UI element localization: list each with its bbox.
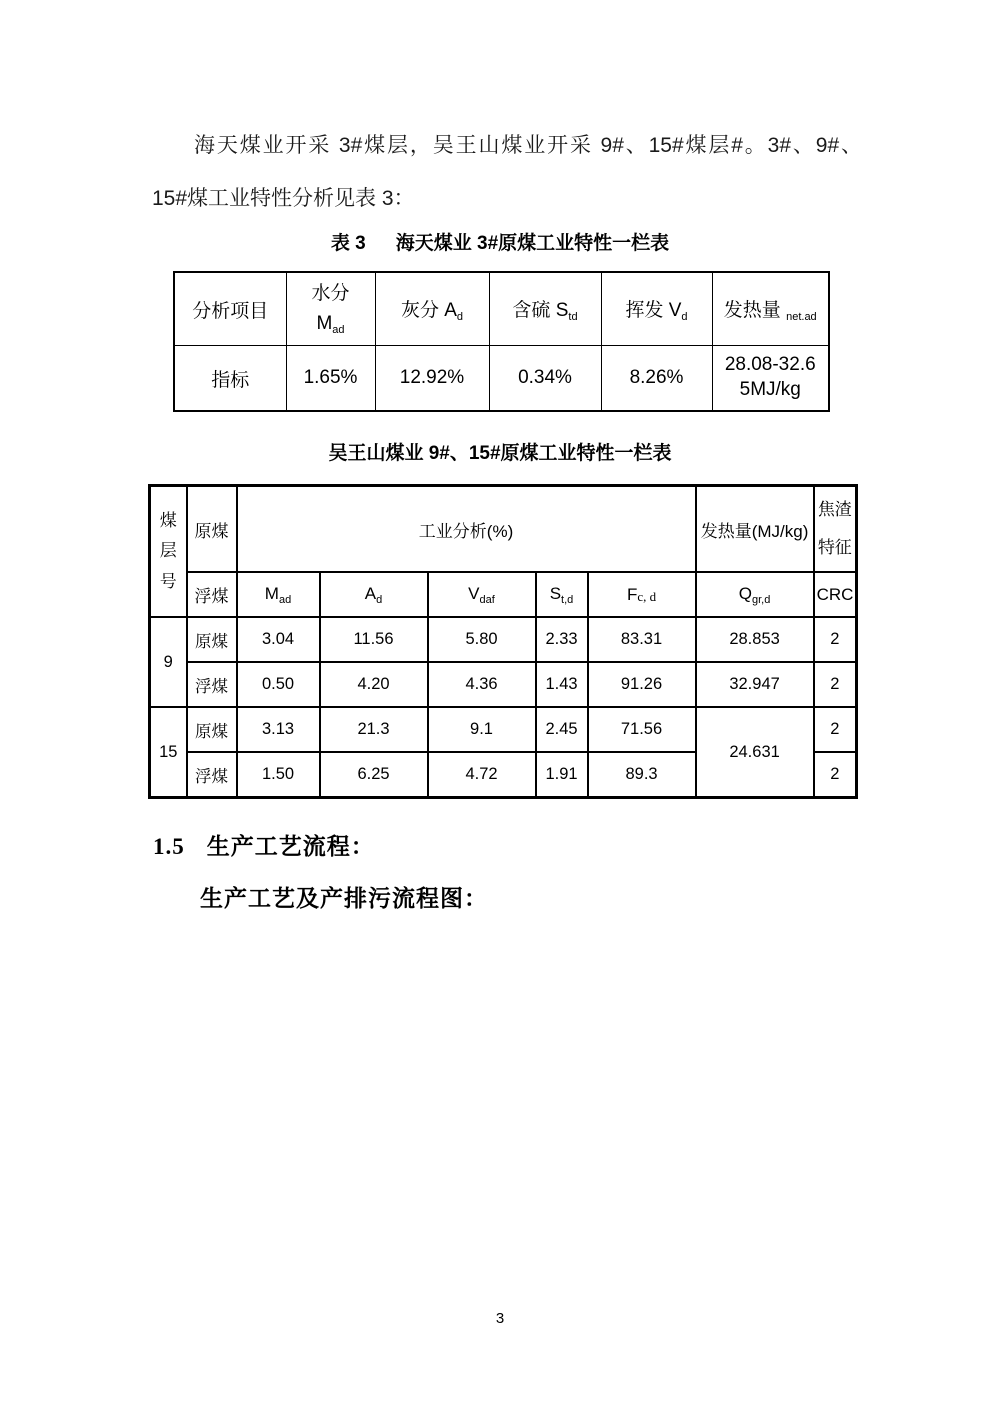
table1-heat-header: 发热量 $_{net.ad}$: [712, 272, 829, 346]
table1-volatile-value: 8.26%: [601, 346, 712, 412]
vdaf-value: 5.80: [428, 617, 536, 662]
fcd-value: 83.31: [588, 617, 696, 662]
std-value: 1.91: [536, 752, 588, 798]
table2-header-row-2: [150, 572, 857, 617]
table2-fcd-header: Fc, d: [588, 572, 696, 617]
table2-row-9-float: [150, 662, 857, 707]
qgrd-value: 28.853: [696, 617, 814, 662]
mad-value: 0.50: [237, 662, 320, 707]
fcd-value: 91.26: [588, 662, 696, 707]
section-title: 生产工艺流程：: [206, 834, 375, 859]
table1-ash-header: 灰分 $A_d$: [375, 272, 489, 346]
intro-line-2: 15#煤工业特性分析见表 3：: [152, 187, 415, 210]
vdaf-value: 9.1: [428, 707, 536, 752]
section-number: 1.5: [153, 834, 185, 859]
coal-type-cell: 原煤: [187, 707, 237, 752]
mad-value: 3.04: [237, 617, 320, 662]
table2-header-row-1: [150, 486, 857, 573]
intro-line-1: 海天煤业开采 3#煤层，吴王山煤业开采 9#、15#煤层#。3#、9#、: [194, 134, 862, 157]
table2-ad-header: $A_d$: [320, 572, 428, 617]
table1-volatile-header: 挥发 $V_d$: [601, 272, 712, 346]
table1-row-label: 指标: [174, 346, 286, 412]
table1-moisture-value: 1.65%: [286, 346, 375, 412]
table1-header-row: [174, 272, 829, 346]
table1-data-row: [174, 346, 829, 412]
qgrd-value-merged: 24.631: [696, 707, 814, 798]
std-value: 2.33: [536, 617, 588, 662]
crc-value: 2: [814, 752, 857, 798]
fcd-value: 71.56: [588, 707, 696, 752]
table2-row-15-raw: [150, 707, 857, 752]
table2-caption: 吴王山煤业 9#、15#原煤工业特性一栏表: [328, 443, 672, 464]
table1-caption: [0, 228, 1000, 255]
section-heading-1-5: [153, 828, 375, 861]
fcd-value: 89.3: [588, 752, 696, 798]
coal-type-cell: 浮煤: [187, 662, 237, 707]
crc-value: 2: [814, 707, 857, 752]
mad-value: 1.50: [237, 752, 320, 798]
coal-type-cell: 浮煤: [187, 752, 237, 798]
seam-15-cell: 15: [150, 707, 187, 798]
table1-caption-label: 表 3: [330, 233, 366, 254]
table1-ash-value: 12.92%: [375, 346, 489, 412]
table1-sulfur-value: 0.34%: [489, 346, 601, 412]
table1-moisture-header: 水分 $M_{ad}$: [286, 272, 375, 346]
table2-raw-coal-header: 原煤: [187, 486, 237, 573]
table1-heat-value: 28.08-32.65MJ/kg: [712, 346, 829, 412]
table1-item-header: 分析项目: [174, 272, 286, 346]
vdaf-value: 4.36: [428, 662, 536, 707]
ad-value: 21.3: [320, 707, 428, 752]
std-value: 1.43: [536, 662, 588, 707]
ad-value: 4.20: [320, 662, 428, 707]
vdaf-value: 4.72: [428, 752, 536, 798]
table2-mad-header: $M_{ad}$: [237, 572, 320, 617]
ad-value: 11.56: [320, 617, 428, 662]
table2-heat-header: 发热量(MJ/kg): [696, 486, 814, 573]
haitian-coal-properties-table: [173, 271, 830, 412]
table1-caption-title: 海天煤业 3#原煤工业特性一栏表: [395, 233, 670, 254]
table2-float-coal-header: 浮煤: [187, 572, 237, 617]
table2-qgrd-header: $Q_{gr,d}$: [696, 572, 814, 617]
table2-residue-header: 焦渣 特征: [814, 486, 857, 573]
wuwangshan-coal-properties-table: [148, 484, 858, 799]
table2-seam-header: 煤层号: [150, 486, 187, 618]
table2-industrial-analysis-header: 工业分析(%): [237, 486, 696, 573]
crc-value: 2: [814, 662, 857, 707]
table2-row-9-raw: [150, 617, 857, 662]
table2-std-header: $S_{t,d}$: [536, 572, 588, 617]
flow-subheading: 生产工艺及产排污流程图：: [200, 886, 488, 911]
table2-crc-header: CRC: [814, 572, 857, 617]
seam-9-cell: 9: [150, 617, 187, 707]
table1-sulfur-header: 含硫 $S_{td}$: [489, 272, 601, 346]
page-number: 3: [495, 1310, 505, 1327]
std-value: 2.45: [536, 707, 588, 752]
qgrd-value: 32.947: [696, 662, 814, 707]
crc-value: 2: [814, 617, 857, 662]
table2-vdaf-header: $V_{daf}$: [428, 572, 536, 617]
mad-value: 3.13: [237, 707, 320, 752]
coal-type-cell: 原煤: [187, 617, 237, 662]
ad-value: 6.25: [320, 752, 428, 798]
